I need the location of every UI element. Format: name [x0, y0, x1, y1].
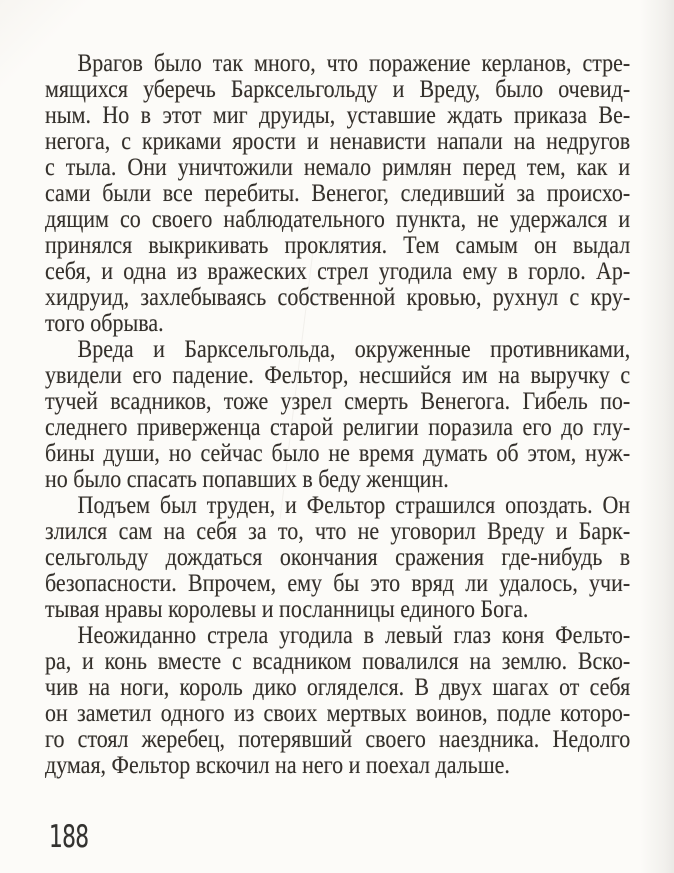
- text-line: го стоял жеребец, потерявший своего наездника. Недолго: [45, 726, 631, 753]
- text-line: тывая нравы королевы и посланницы единого Бога.: [45, 596, 529, 623]
- text-line: того обрыва.: [45, 310, 164, 337]
- text-line: Вреда и Барксельгольда, окруженные противниками,: [77, 336, 631, 363]
- text-line: мящихся уберечь Барксельгольду и Вреду, было очевид-: [45, 76, 631, 103]
- text-line: с тыла. Они уничтожили немало римлян перед тем, как и: [45, 154, 631, 181]
- text-line: Подъем был труден, и Фельтор страшился опоздать. Он: [77, 492, 631, 519]
- text-line: злился сам на себя за то, что не уговорил Вреду и Барк-: [45, 518, 631, 545]
- text-line: хидруид, захлебываясь собственной кровью, рухнул с кру-: [45, 284, 631, 311]
- text-line: Неожиданно стрела угодила в левый глаз коня Фельто-: [77, 622, 631, 649]
- text-line: следнего приверженца старой религии поразила его до глу-: [45, 414, 631, 441]
- paragraph: [45, 623, 630, 779]
- text-line: думая, Фельтор вскочил на него и поехал дальше.: [45, 752, 510, 779]
- text-line: чив на ноги, король дико огляделся. В двух шагах от себя: [45, 674, 631, 701]
- text-line: но было спасать попавших в беду женщин.: [45, 466, 449, 493]
- page-number: 188: [49, 819, 89, 855]
- text-line: сельгольду дождаться окончания сражения где-нибудь в: [45, 544, 631, 571]
- text-line: Врагов было так много, что поражение керланов, стре-: [77, 50, 631, 77]
- text-line: сами были все перебиты. Венегог, следивший за происхо-: [45, 180, 631, 207]
- text-line: он заметил одного из своих мертвых воинов, подле которо-: [45, 700, 631, 727]
- text-line: увидели его падение. Фельтор, несшийся им на выручку с: [45, 362, 631, 389]
- paragraph: [45, 51, 630, 337]
- paragraph: [45, 493, 630, 623]
- text-line: принялся выкрикивать проклятия. Тем самым он выдал: [45, 232, 631, 259]
- text-block: [45, 51, 630, 779]
- paragraph: [45, 337, 630, 493]
- text-line: тучей всадников, тоже узрел смерть Венегога. Гибель по-: [45, 388, 631, 415]
- text-line: бины души, но сейчас было не время думать об этом, нуж-: [45, 440, 631, 467]
- text-line: негога, с криками ярости и ненависти напали на недругов: [45, 128, 631, 155]
- text-line: себя, и одна из вражеских стрел угодила ему в горло. Ар-: [45, 258, 631, 285]
- text-line: дящим со своего наблюдательного пункта, не удержался и: [45, 206, 631, 233]
- text-line: ным. Но в этот миг друиды, уставшие ждать приказа Ве-: [45, 102, 631, 129]
- text-line: безопасности. Впрочем, ему бы это вряд ли удалось, учи-: [45, 570, 631, 597]
- text-line: ра, и конь вместе с всадником повалился на землю. Вско-: [45, 648, 631, 675]
